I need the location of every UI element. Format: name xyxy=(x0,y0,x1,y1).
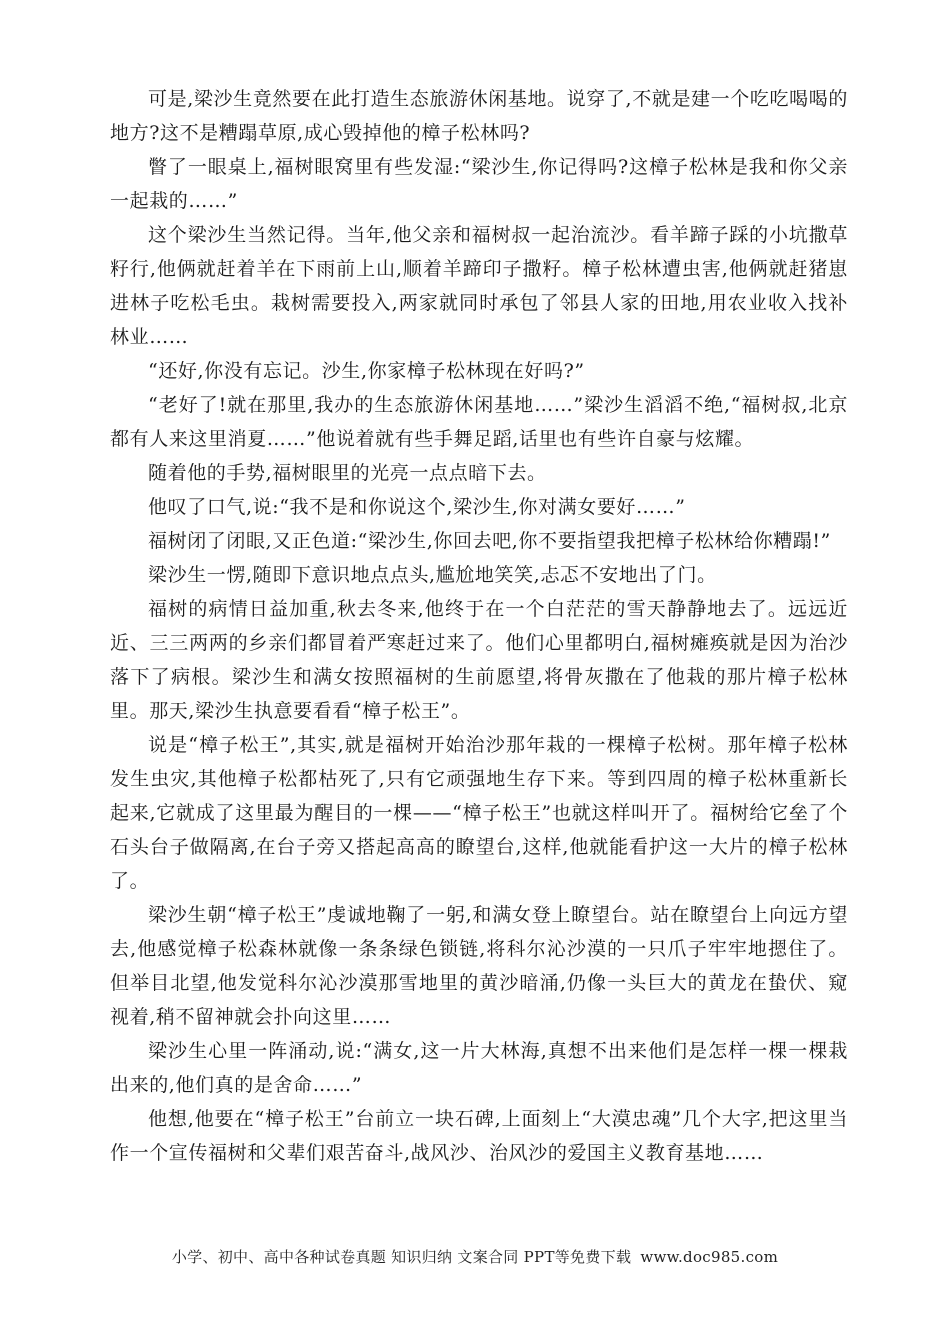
paragraph: 可是,梁沙生竟然要在此打造生态旅游休闲基地。说穿了,不就是建一个吃吃喝喝的地方?这不是糟蹋草原,成心毁掉他的樟子松林吗? xyxy=(110,88,848,144)
paragraph: 随着他的手势,福树眼里的光亮一点点暗下去。 xyxy=(148,462,547,484)
article-body xyxy=(110,82,848,1170)
footer-link[interactable]: www.doc985.com xyxy=(640,1248,779,1266)
paragraph: “还好,你没有忘记。沙生,你家樟子松林现在好吗?” xyxy=(148,360,585,382)
paragraph: 梁沙生一愣,随即下意识地点点头,尴尬地笑笑,忐忑不安地出了门。 xyxy=(148,564,717,586)
page-footer xyxy=(0,1246,950,1267)
paragraph: 瞥了一眼桌上,福树眼窝里有些发湿:“梁沙生,你记得吗?这樟子松林是我和你父亲一起栽的……” xyxy=(110,156,848,212)
paragraph: 这个梁沙生当然记得。当年,他父亲和福树叔一起治流沙。看羊蹄子踩的小坑撒草籽行,他俩就赶着羊在下雨前上山,顺着羊蹄印子撒籽。樟子松林遭虫害,他俩就赶猪崽进林子吃松毛虫。栽树需要投入,两家就同时承包了邻县人家的田地,用农业收入找补林业…… xyxy=(110,224,848,348)
paragraph: 梁沙生心里一阵涌动,说:“满女,这一片大林海,真想不出来他们是怎样一棵一棵栽出来的,他们真的是舍命……” xyxy=(110,1040,848,1096)
paragraph: “老好了!就在那里,我办的生态旅游休闲基地……”梁沙生滔滔不绝,“福树叔,北京都有人来这里消夏……”他说着就有些手舞足蹈,话里也有些许自豪与炫耀。 xyxy=(110,394,848,450)
paragraph: 福树闭了闭眼,又正色道:“梁沙生,你回去吧,你不要指望我把樟子松林给你糟蹋!” xyxy=(148,530,831,552)
paragraph: 他叹了口气,说:“我不是和你说这个,梁沙生,你对满女要好……” xyxy=(148,496,686,518)
paragraph: 说是“樟子松王”,其实,就是福树开始治沙那年栽的一棵樟子松树。那年樟子松林发生虫灾,其他樟子松都枯死了,只有它顽强地生存下来。等到四周的樟子松林重新长起来,它就成了这里最为醒目的一棵——“樟子松王”也就这样叫开了。福树给它垒了个石头台子做隔离,在台子旁又搭起高高的瞭望台,这样,他就能看护这一大片的樟子松林了。 xyxy=(110,734,848,892)
paragraph: 福树的病情日益加重,秋去冬来,他终于在一个白茫茫的雪天静静地去了。远远近近、三三两两的乡亲们都冒着严寒赶过来了。他们心里都明白,福树瘫痪就是因为治沙落下了病根。梁沙生和满女按照福树的生前愿望,将骨灰撒在了他栽的那片樟子松林里。那天,梁沙生执意要看看“樟子松王”。 xyxy=(110,598,848,722)
footer-text: 小学、初中、高中各种试卷真题 知识归纳 文案合同 PPT等免费下载 xyxy=(171,1248,632,1266)
paragraph: 梁沙生朝“樟子松王”虔诚地鞠了一躬,和满女登上瞭望台。站在瞭望台上向远方望去,他感觉樟子松森林就像一条条绿色锁链,将科尔沁沙漠的一只爪子牢牢地摁住了。但举目北望,他发觉科尔沁沙漠那雪地里的黄沙暗涌,仍像一头巨大的黄龙在蛰伏、窥视着,稍不留神就会扑向这里…… xyxy=(110,904,848,1028)
paragraph: 他想,他要在“樟子松王”台前立一块石碑,上面刻上“大漠忠魂”几个大字,把这里当作一个宣传福树和父辈们艰苦奋斗,战风沙、治风沙的爱国主义教育基地…… xyxy=(110,1108,848,1164)
